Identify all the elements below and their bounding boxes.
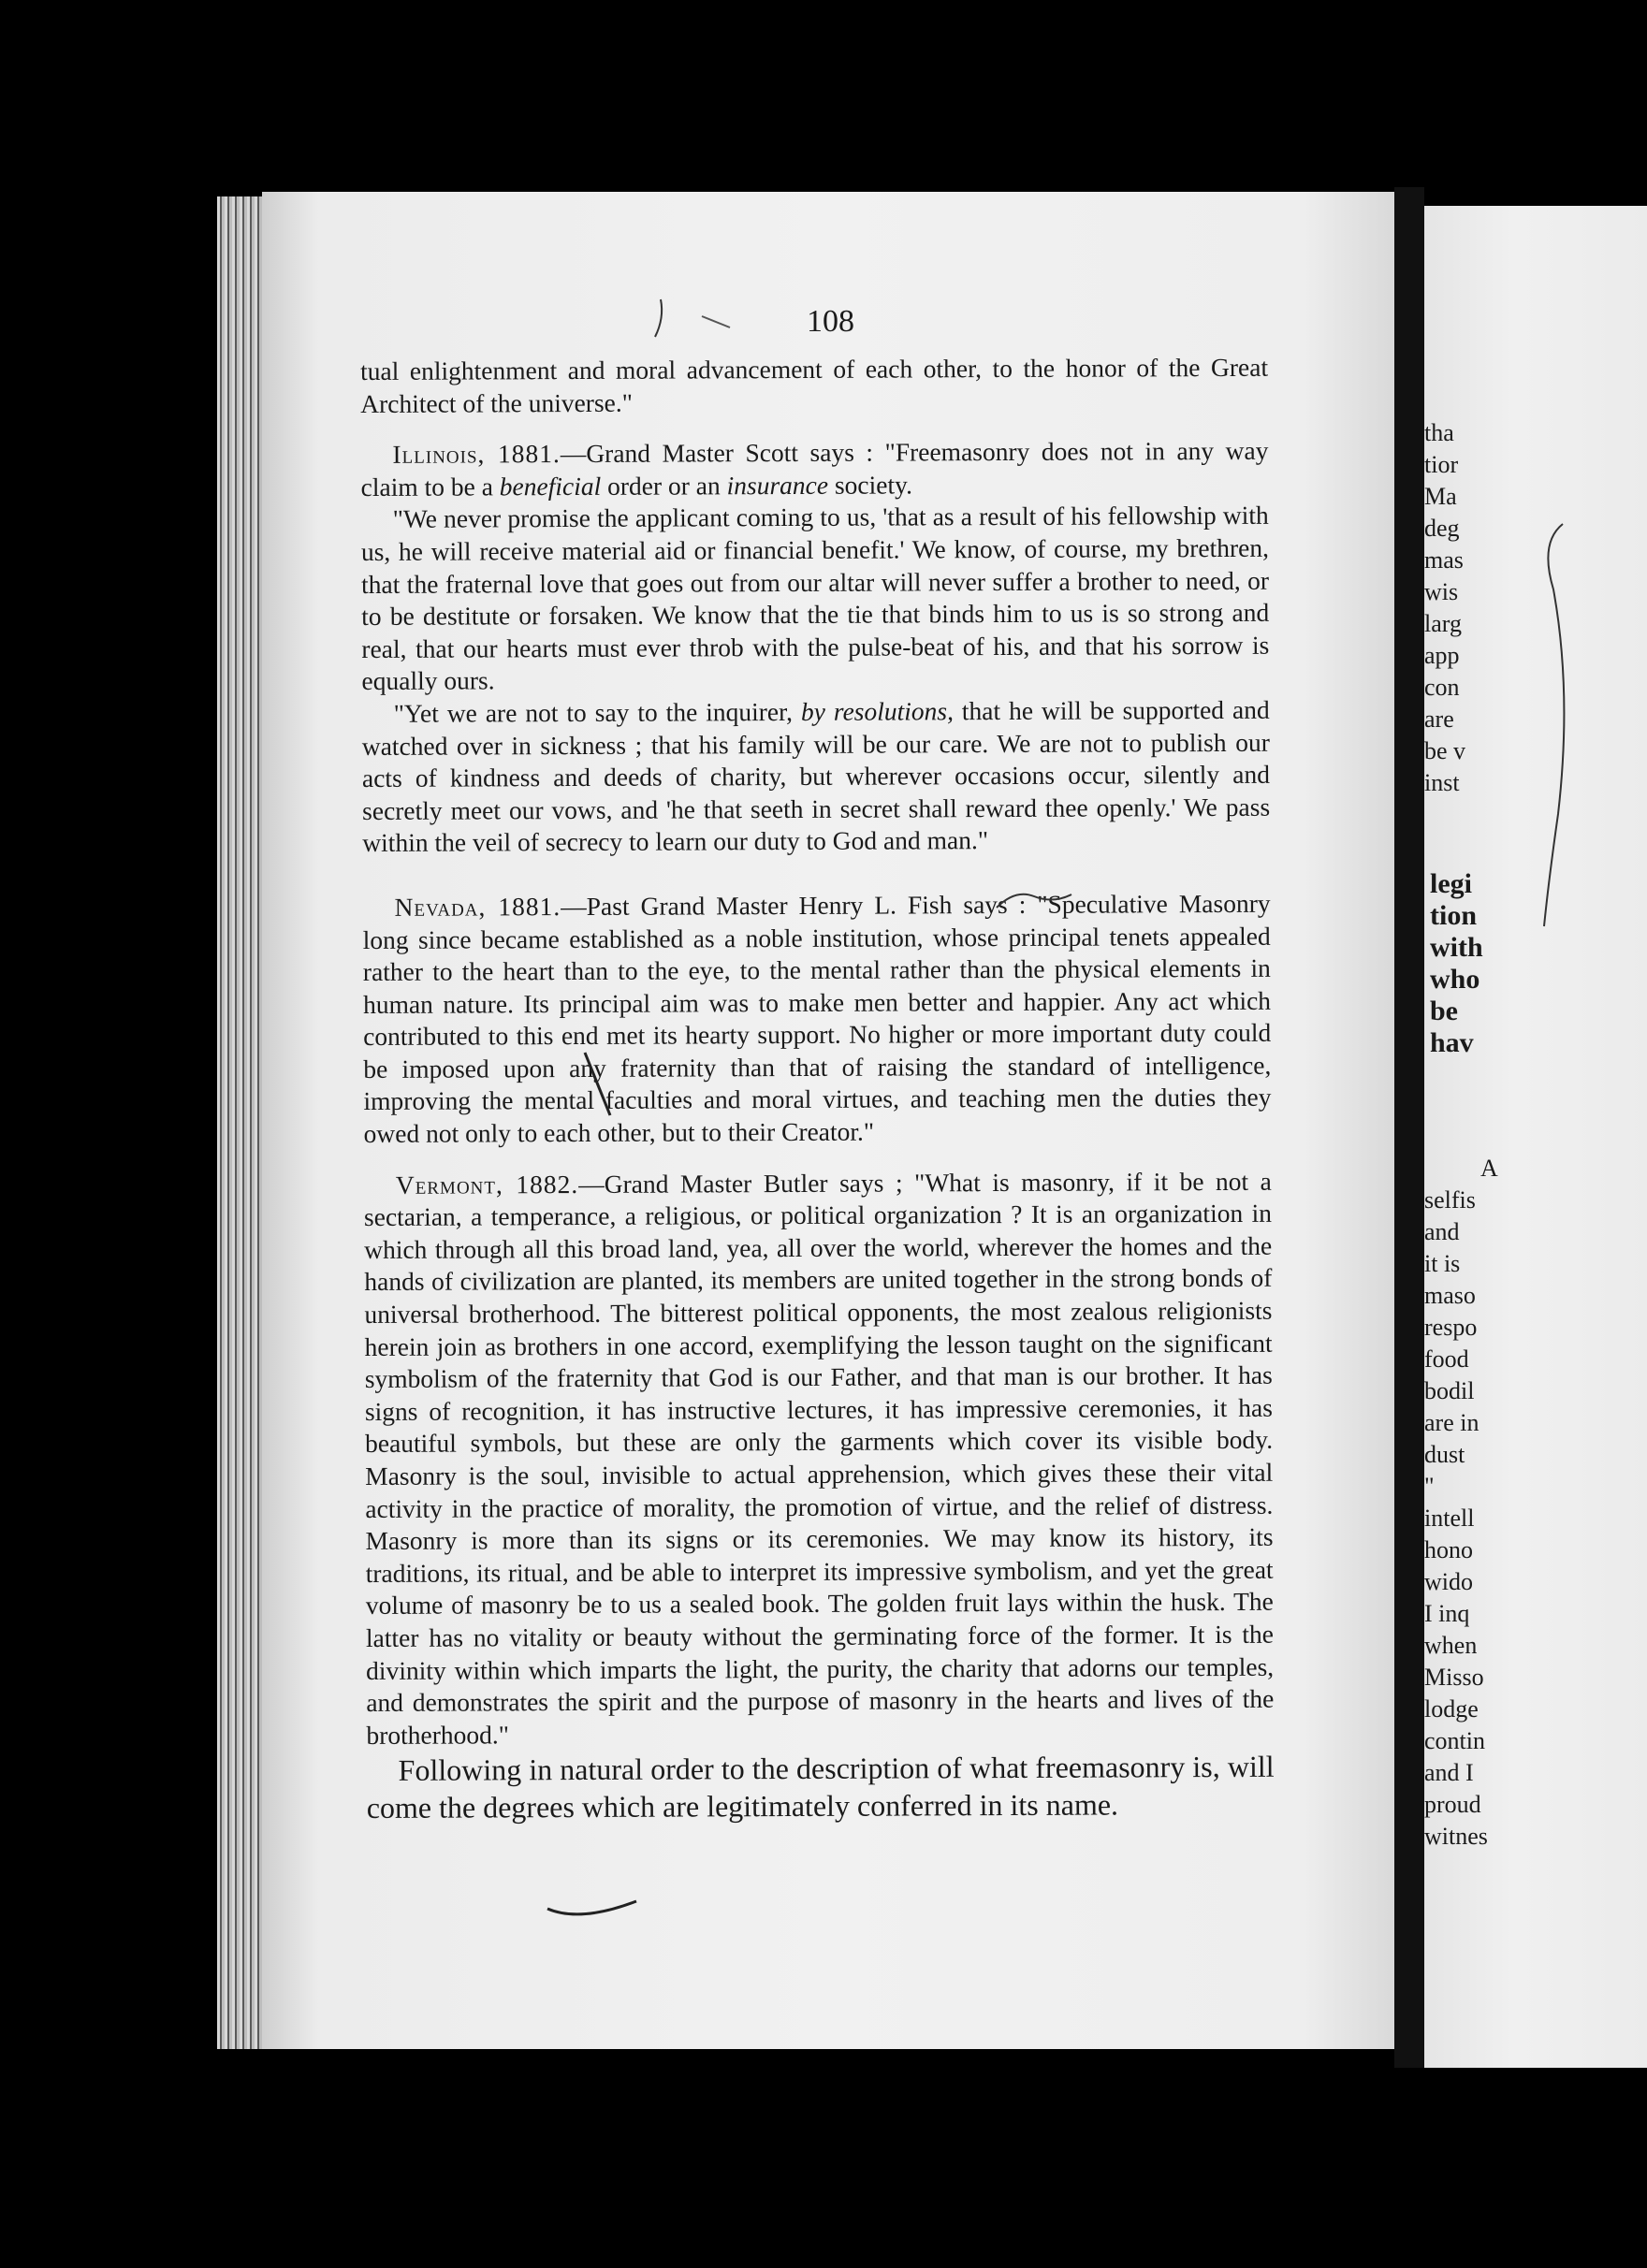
right-page-fragment: lodge bbox=[1424, 1695, 1479, 1723]
page-body bbox=[360, 352, 1275, 1827]
state-heading: Nevada, 1881. bbox=[394, 891, 561, 922]
emphasis: insurance bbox=[726, 470, 829, 501]
right-page-fragment: are bbox=[1424, 705, 1454, 733]
right-page-fragment: dust bbox=[1424, 1441, 1465, 1468]
right-page-fragment: con bbox=[1424, 674, 1460, 701]
right-page-fragment: Misso bbox=[1424, 1664, 1484, 1691]
right-page-fragment: mas bbox=[1424, 546, 1464, 574]
right-page-fragment: I inq bbox=[1424, 1600, 1470, 1627]
right-page-fragment: and bbox=[1424, 1218, 1460, 1245]
right-page-fragment: legi bbox=[1430, 868, 1472, 899]
state-heading: Illinois, 1881. bbox=[392, 439, 561, 470]
right-page-fragment: it is bbox=[1424, 1250, 1461, 1277]
right-page-fragment: maso bbox=[1424, 1282, 1476, 1309]
right-page-fragment: hav bbox=[1430, 1027, 1474, 1058]
paragraph-vermont bbox=[364, 1165, 1275, 1752]
right-page-fragment: larg bbox=[1424, 610, 1462, 637]
right-page-fragment: wido bbox=[1424, 1568, 1473, 1595]
right-page-fragment: contin bbox=[1424, 1727, 1485, 1754]
paragraph-text: that he will be supported and watched over in sickness ; that his family will be our care. We are not to publish our acts of kindness and deeds of charity, but wherever occasions occur, silently and secretly meet our vows, and 'he that seeth in secret shall reward thee openly.' We pass within the veil of secrecy to learn our duty to God and man." bbox=[361, 694, 1271, 858]
right-page-fragment: and I bbox=[1424, 1759, 1474, 1786]
right-page-fragment: are in bbox=[1424, 1409, 1479, 1436]
paragraph-nevada bbox=[362, 888, 1271, 1151]
paragraph-text: "Yet we are not to say to the inquirer, bbox=[393, 696, 802, 728]
emphasis: beneficial bbox=[499, 471, 602, 502]
right-page-fragment: deg bbox=[1424, 515, 1460, 542]
right-page-fragment: A bbox=[1480, 1155, 1498, 1182]
right-page-fragment: who bbox=[1430, 964, 1480, 995]
right-page bbox=[1424, 206, 1647, 2068]
right-page-fragment: be v bbox=[1424, 737, 1466, 764]
right-page-fragment: wis bbox=[1424, 578, 1459, 605]
right-page-fragment: Ma bbox=[1424, 483, 1457, 510]
right-page-fragment: bodil bbox=[1424, 1377, 1475, 1404]
right-page-fragment: selfis bbox=[1424, 1186, 1476, 1214]
paragraph-quote-1: "We never promise the applicant coming to us, 'that as a result of his fellowship with us, he will receive material aid or financial benefit.' We know, of course, my brethren, that the fraternal love that goes out from our altar will never suffer a brother to need, or to be destitute or forsaken. We know that the tie that binds him to us is so strong and real, that our hearts must ever throb with the pulse-beat of his, and that his sorrow is equally ours. bbox=[360, 501, 1270, 696]
right-page-fragment: food bbox=[1424, 1345, 1469, 1373]
right-page-fragment: " bbox=[1424, 1473, 1435, 1500]
state-heading: Vermont, 1882. bbox=[395, 1169, 579, 1199]
right-page-fragment: intell bbox=[1424, 1505, 1475, 1532]
right-page-fragment: tion bbox=[1430, 900, 1478, 931]
right-page-fragment: with bbox=[1430, 932, 1483, 963]
emphasis: by resolutions, bbox=[800, 696, 954, 726]
paragraph-text: society. bbox=[827, 470, 912, 500]
paragraph-illinois bbox=[360, 435, 1268, 503]
paragraph-continuation: tual enlightenment and moral advancement of each other, to the honor of the Great Architect of the universe." bbox=[360, 352, 1269, 418]
right-page-fragment: respo bbox=[1424, 1314, 1478, 1341]
right-page-fragment: inst bbox=[1424, 769, 1460, 796]
closing-statement: Following in natural order to the description of what freemasonry is, will come the degrees which are legitimately conferred in its name. bbox=[366, 1750, 1275, 1825]
paragraph-text: —Grand Master Scott says : "Freemasonry does not in any way claim to be a bbox=[360, 435, 1269, 502]
paragraph-text: —Grand Master Butler says ; "What is masonry, if it be not a sectarian, a temperance, a religious, or political organization ? It is an organization in which through all this broad land, yea, all over the world, wherever the homes and the hands of civilization are planted, its members are united together in the strong bonds of universal brotherhood. The bitterest political opponents, the most zealous religionists herein join as brothers in one accord, exemplifying the lesson taught on the significant symbolism of the fraternity that God is our Father, and that man is our brother. It has signs of recognition, it has instructive lectures, it has impressive ceremonies, it has beautiful symbols, but these are only the garments which cover its visible body. Masonry is the soul, invisible to actual apprehension, which gives these their vital activity in the practice of morality, the promotion of virtue, and the relief of distress. Masonry is more than its signs or its ceremonies. We may know its history, its traditions, its ritual, and be able to interpret its impressive symbolism, and yet the great volume of masonry be to us a sealed book. The golden fruit lays within the husk. The latter has no vitality or beauty without the germinating force of the former. It is the divinity within which imparts the light, the purity, the charity that adorns our temples, and demonstrates the spirit and the purpose of masonry in the hearts and lives of the brotherhood." bbox=[363, 1166, 1275, 1750]
right-page-fragment: when bbox=[1424, 1632, 1478, 1659]
paragraph-quote-2 bbox=[362, 694, 1271, 860]
right-page-fragment: app bbox=[1424, 642, 1460, 669]
paragraph-text: —Past Grand Master Henry L. Fish says : "Speculative Masonry long since became established as a noble institution, whose principal tenets appealed rather to the heart than to the eye, to the mental rather than the physical elements in human nature. Its principal aim was to make men better and happier. Any act which contributed to this end met its hearty support. No higher or more important duty could be imposed upon any fraternity than that of raising the standard of intelligence, improving the mental faculties and moral virtues, and teaching men the duties they owed not only to each other, but to their Creator." bbox=[362, 888, 1272, 1149]
right-page-fragment: proud bbox=[1424, 1791, 1481, 1818]
right-page-fragment: witnes bbox=[1424, 1823, 1488, 1850]
right-page-fragment: hono bbox=[1424, 1536, 1473, 1563]
book-gutter bbox=[1394, 187, 1424, 2068]
page-number: 108 bbox=[807, 304, 854, 339]
paragraph-text: order or an bbox=[601, 471, 727, 501]
right-page-fragment: tha bbox=[1424, 419, 1454, 446]
page-edges bbox=[217, 196, 264, 2049]
right-page-fragment: be bbox=[1430, 996, 1458, 1026]
right-page-fragment: tior bbox=[1424, 451, 1459, 478]
